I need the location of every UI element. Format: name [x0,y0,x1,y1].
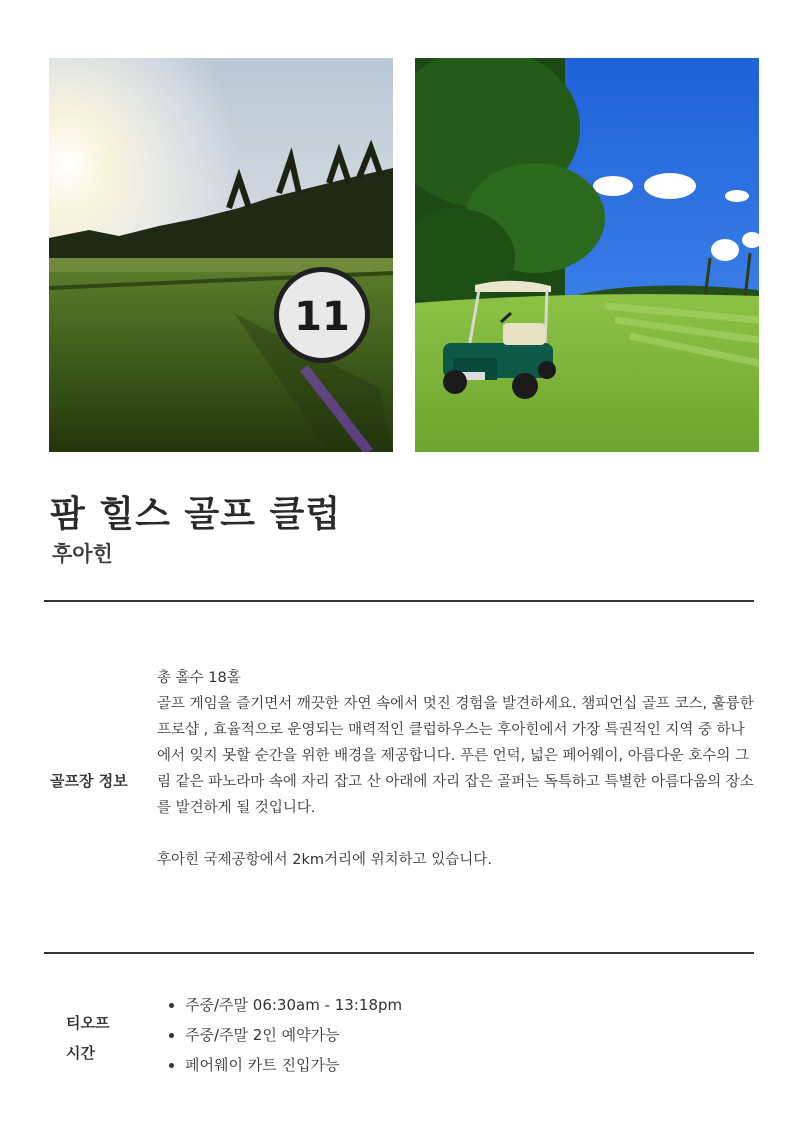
golf-tee-marker-photo [49,58,393,452]
list-item: • 주중/주말 2인 예약가능 [185,1020,402,1050]
section-divider [44,600,754,602]
page-title: 팜 힐스 골프 클럽 [50,494,342,535]
course-info-body [157,665,757,873]
list-item: • 주중/주말 06:30am - 13:18pm [185,990,402,1020]
tee-off-label: 티오프 시간 [66,1014,110,1062]
total-holes: 총 홀수 18홀 [157,670,241,686]
course-info-label: 골프장 정보 [50,772,128,790]
list-item: • 페어웨이 카트 진입가능 [185,1050,402,1080]
section-divider [44,952,754,954]
tee-off-list [163,990,402,1080]
golf-cart-photo [415,58,759,452]
tee-marker-number: 11 [294,294,350,340]
location-subtitle: 후아힌 [52,542,113,566]
course-description: 골프 게임을 즐기면서 깨끗한 자연 속에서 멋진 경험을 발견하세요. 챔피언십 골프 코스, 훌륭한 프로샵 , 효율적으로 운영되는 매력적인 클럽하우스는 후아힌에서 가장 특권적인 지역 중 하나에서 잊지 못할 순간을 위한 배경을 제공합니다. 푸른 언덕, 넓은 페어웨이, 아름다운 호수의 그림 같은 파노라마 속에 자리 잡고 산 아래에 자리 잡은 골퍼는 독특하고 특별한 아름다움의 장소를 발견하게 될 것입니다. [157,696,754,816]
airport-distance: 후아힌 국제공항에서 2km거리에 위치하고 있습니다. [157,852,492,868]
